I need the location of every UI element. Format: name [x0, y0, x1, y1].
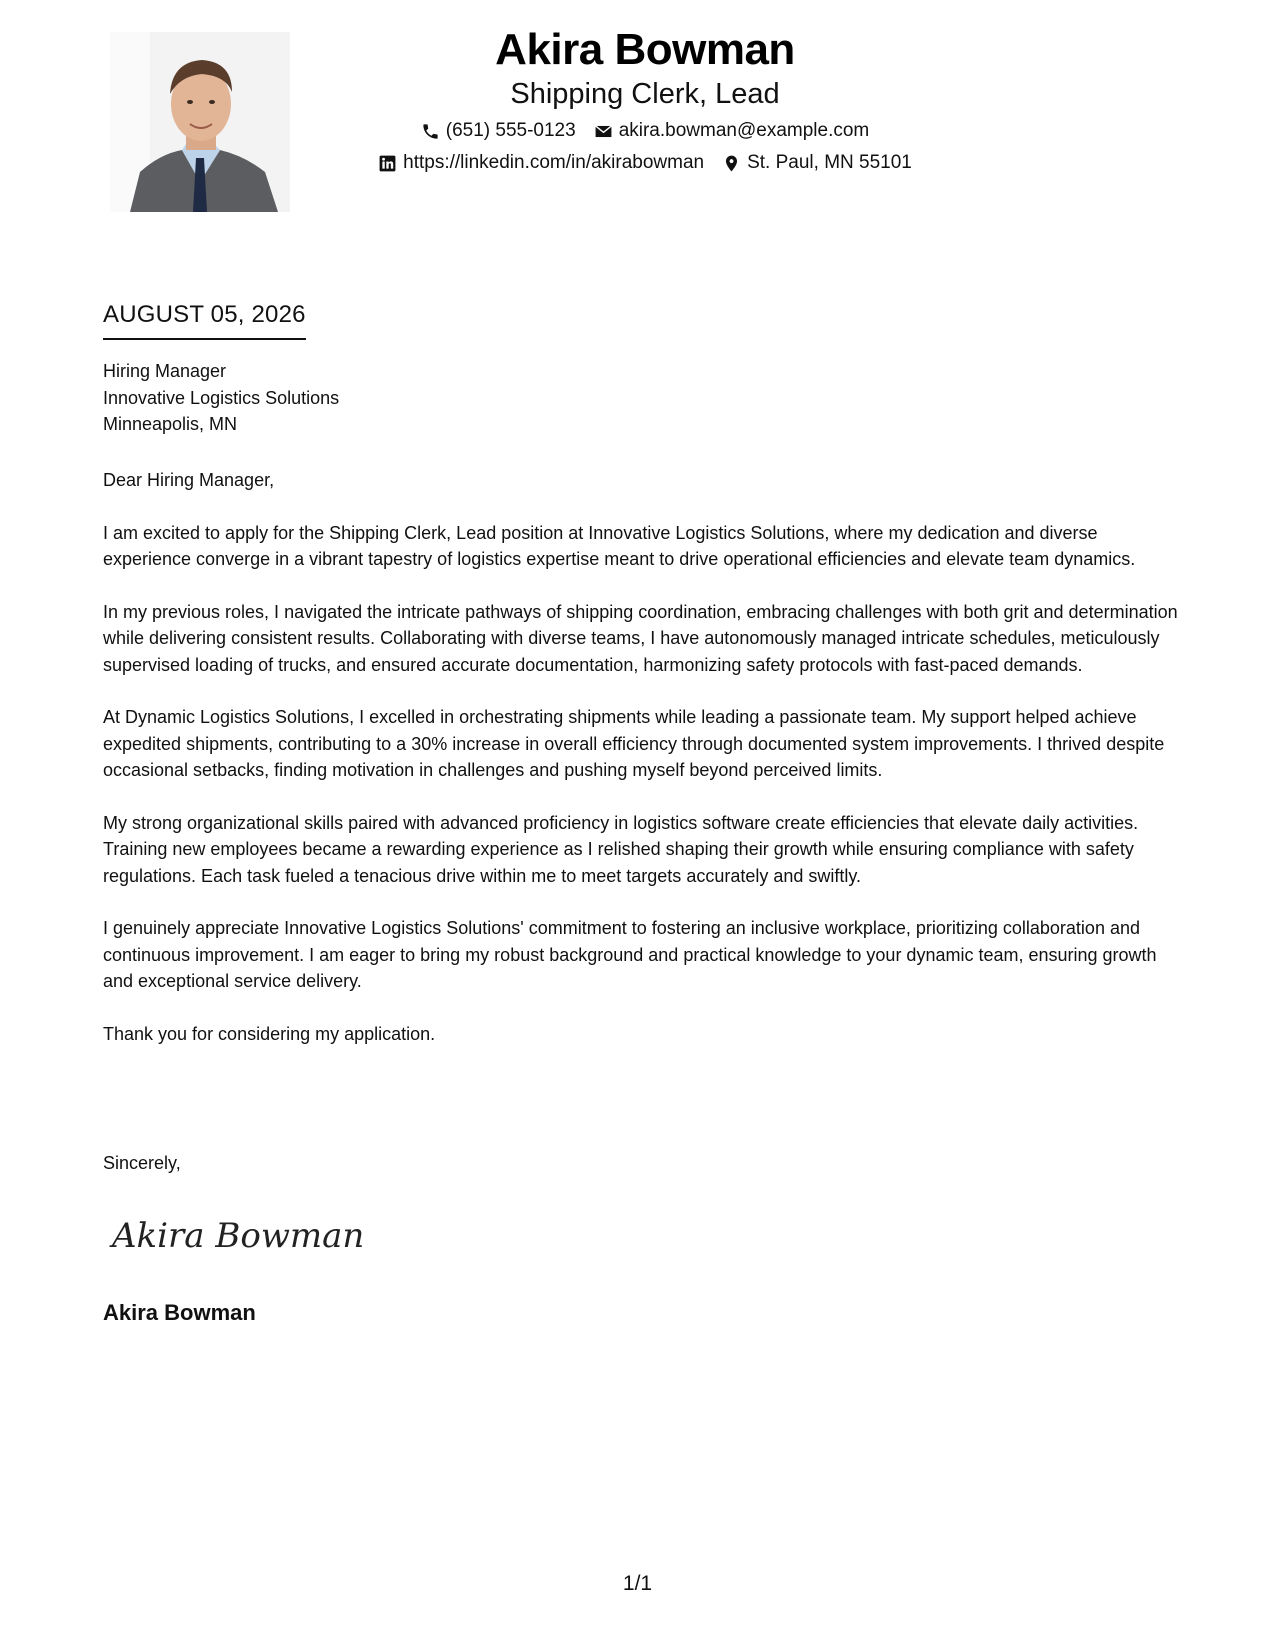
- recipient-line: Hiring Manager: [103, 361, 227, 381]
- location-text: St. Paul, MN 55101: [747, 152, 912, 173]
- salutation: Dear Hiring Manager,: [103, 470, 275, 490]
- body-paragraph: I am excited to apply for the Shipping Clerk, Lead position at Innovative Logistics Solutions, where my dedication and diverse experience converge in a vibrant tapestry of logistics expertise meant to drive operational efficiencies and elevate team dynamics.: [103, 522, 1136, 569]
- body-paragraph: My strong organizational skills paired with advanced proficiency in logistics software create efficiencies that elevate daily activities. Training new employees became a rewarding experience as I relished shaping their growth while ensuring compliance with safety regulations. Each task fueled a tenacious drive within me to meet targets accurately and swiftly.: [103, 812, 1139, 886]
- letter-body: [103, 467, 1178, 1073]
- recipient-block: [103, 358, 339, 438]
- applicant-name: Akira Bowman: [495, 25, 795, 74]
- recipient-line: Innovative Logistics Solutions: [103, 387, 340, 408]
- body-paragraph: In my previous roles, I navigated the intricate pathways of shipping coordination, embracing challenges with both grit and determination while delivering consistent results. Collaborating with diverse teams, I have autonomously managed intricate schedules, meticulously supervised loading of trucks, and ensured accurate documentation, harmonizing safety protocols with fast-paced demands.: [103, 601, 1178, 675]
- signer-name: Akira Bowman: [103, 1300, 256, 1325]
- body-paragraph: I genuinely appreciate Innovative Logistics Solutions' commitment to fostering an inclusive workplace, prioritizing collaboration and continuous improvement. I am eager to bring my robust background and practical knowledge to your dynamic team, ensuring growth and exceptional service delivery.: [103, 918, 1157, 991]
- email-contact[interactable]: [594, 119, 870, 143]
- header: [300, 22, 990, 175]
- profile-photo: [110, 32, 290, 212]
- body-paragraph: At Dynamic Logistics Solutions, I excelled in orchestrating shipments while leading a passionate team. My support helped achieve expedited shipments, contributing to a 30% increase in overall efficiency through documented system improvements. I thrived despite occasional setbacks, finding motivation in challenges and pushing myself beyond perceived limits.: [103, 707, 1165, 780]
- closing: Sincerely,: [103, 1153, 181, 1173]
- location-contact: [722, 151, 912, 175]
- phone-icon: [421, 122, 440, 141]
- svg-text:Akira Bowman: Akira Bowman: [112, 1216, 365, 1256]
- page-number: 1/1: [622, 1572, 653, 1595]
- contact-row-2: [300, 151, 990, 175]
- linkedin-icon: [378, 154, 397, 173]
- linkedin-text[interactable]: https://linkedin.com/in/akirabowman: [403, 152, 705, 173]
- email-text[interactable]: akira.bowman@example.com: [618, 120, 870, 141]
- phone-text: (651) 555-0123: [445, 120, 576, 141]
- signature-image: [108, 1205, 368, 1265]
- location-icon: [722, 154, 741, 173]
- contact-row-1: [300, 119, 990, 143]
- linkedin-contact[interactable]: [378, 151, 704, 175]
- phone-contact: [421, 119, 576, 143]
- thank-you-line: Thank you for considering my application.: [103, 1023, 436, 1044]
- letter-date: AUGUST 05, 2026: [103, 298, 306, 340]
- recipient-line: Minneapolis, MN: [103, 414, 238, 434]
- job-title: Shipping Clerk, Lead: [510, 78, 780, 110]
- email-icon: [594, 122, 613, 141]
